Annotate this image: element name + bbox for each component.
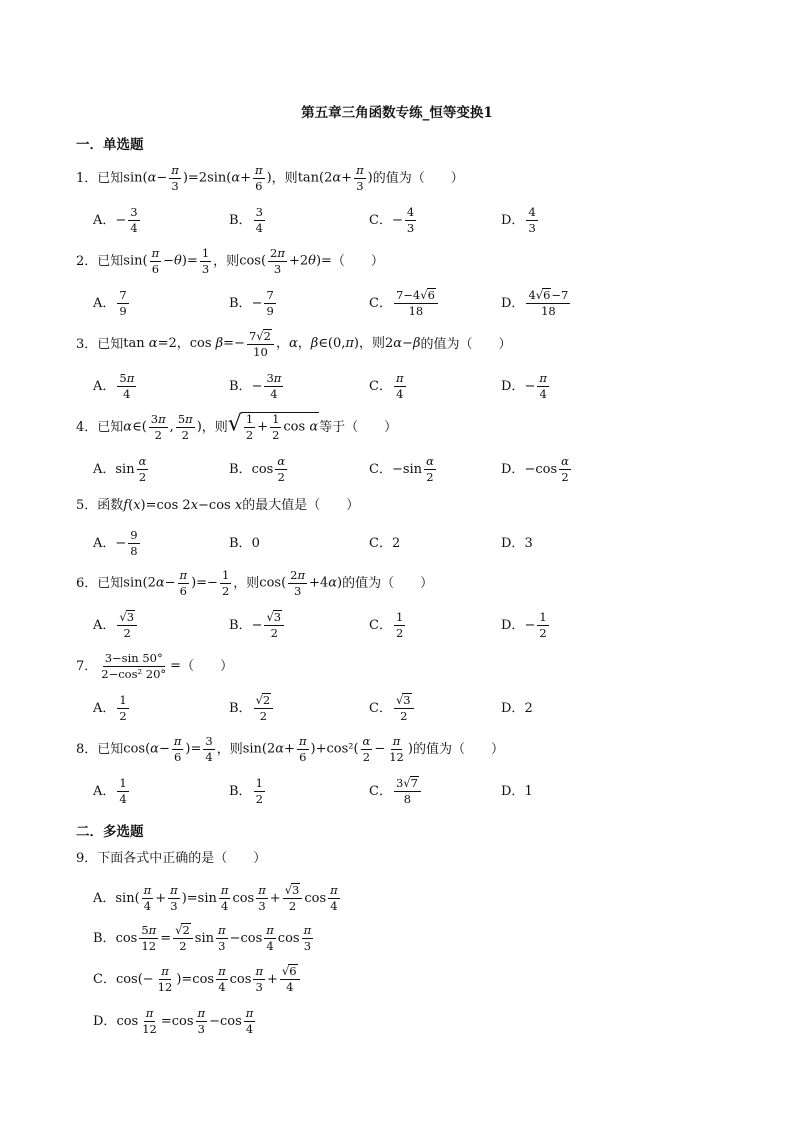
option-5a[interactable]: A． − 9 8 bbox=[93, 527, 138, 558]
option-3d[interactable]: D． − π 4 bbox=[501, 370, 547, 401]
option-2a[interactable]: A． 7 9 bbox=[93, 287, 127, 318]
formula: $\frac{3-\sin 50^\circ}{\text{2−cos² 20°}}$ = bbox=[101, 650, 182, 681]
question-9: 9．下面各式中正确的是（ ） bbox=[76, 851, 267, 866]
option-1b[interactable]: B． 3 4 bbox=[229, 204, 263, 235]
formula: √ $\frac{1}{2}$ + $\frac{1}{2}$ cos α bbox=[227, 412, 319, 442]
option-4c[interactable]: C． −sin α 2 bbox=[369, 453, 434, 484]
option-1c[interactable]: C． − 4 3 bbox=[369, 204, 415, 235]
option-8a[interactable]: A． 1 4 bbox=[93, 775, 127, 806]
option-5c[interactable]: C． 2 bbox=[369, 535, 401, 551]
option-8c[interactable]: C． 3√7 8 bbox=[369, 771, 423, 811]
option-5d[interactable]: D． 3 bbox=[501, 535, 533, 551]
formula: sin( $\frac{\pi}{6}$ −θ)= $\frac{1}{3}$ bbox=[123, 245, 210, 276]
formula: tan α=2，cos β=− $\frac{7√2}{10}$ ，α，β∈(0,π)，则2α−β bbox=[123, 329, 421, 359]
option-7b[interactable]: B． √2 2 bbox=[229, 688, 275, 728]
option-1d[interactable]: D． 4 3 bbox=[501, 204, 536, 235]
formula: tan(2α+ $\frac{\pi}{3}$ ) bbox=[297, 162, 373, 193]
option-4d[interactable]: D． −cos α 2 bbox=[501, 453, 569, 484]
formula: cos( $\frac{2\pi}{3}$ +4α) bbox=[259, 567, 343, 598]
option-9c[interactable]: C． cos(− π 12 )=cos π 4 cos π 3 + √6 4 bbox=[93, 959, 302, 999]
question-5: 5． 函数 f(x)=cos 2x−cos x 的最大值是（ ） bbox=[76, 497, 360, 513]
option-9d[interactable]: D． cos π 12 =cos π 3 −cos π 4 bbox=[93, 1005, 254, 1036]
option-3b[interactable]: B． − 3π 4 bbox=[229, 370, 282, 401]
option-2c[interactable]: C． 7−4√6 18 bbox=[369, 283, 440, 323]
section-heading-single-choice: 一．单选题 bbox=[76, 137, 144, 153]
option-1a[interactable]: A． − 3 4 bbox=[93, 204, 138, 235]
formula: sin(2α− $\frac{\pi}{6}$ )=− $\frac{1}{2}$ bbox=[123, 567, 230, 598]
option-7d[interactable]: D． 2 bbox=[501, 700, 533, 716]
formula: α∈( $\frac{3\pi}{2}$ , $\frac{5\pi}{2}$ ) bbox=[123, 411, 202, 442]
option-6c[interactable]: C． 1 2 bbox=[369, 609, 404, 640]
option-7a[interactable]: A． 1 2 bbox=[93, 692, 127, 723]
formula: cos(α− $\frac{\pi}{6}$ )= $\frac{3}{4}$ bbox=[123, 733, 213, 764]
formula: cos( $\frac{2\pi}{3}$ +2θ)= bbox=[239, 245, 332, 276]
option-3a[interactable]: A． 5π 4 bbox=[93, 370, 135, 401]
question-1: 1． 已知 sin(α− $\frac{\pi}{3}$ )=2sin(α+ $\frac{\pi}{6}$ ) ，则 tan(2α+ $\frac{\pi}{3}$ ) 的值为（ ） bbox=[76, 162, 464, 193]
section-heading-multi-choice: 二．多选题 bbox=[76, 824, 144, 840]
question-3: 3． 已知 tan α=2，cos β=− $\frac{7√2}{10}$ ，α，β∈(0,π)，则2α−β 的值为（ ） bbox=[76, 329, 512, 359]
option-3c[interactable]: C． π 4 bbox=[369, 370, 404, 401]
option-6a[interactable]: A． √3 2 bbox=[93, 605, 139, 645]
formula: f(x)=cos 2x−cos x bbox=[123, 497, 243, 513]
option-5b[interactable]: B． 0 bbox=[229, 535, 260, 551]
question-2: 2． 已知 sin( $\frac{\pi}{6}$ −θ)= $\frac{1}{3}$ ，则 cos( $\frac{2\pi}{3}$ +2θ)= （ ） bbox=[76, 245, 384, 276]
question-4: 4． 已知 α∈( $\frac{3\pi}{2}$ , $\frac{5\pi}{2}$ ) ，则 √ $\frac{1}{2}$ + $\frac{1}{2}$ cos α 等于（ ） bbox=[76, 411, 398, 442]
page-title: 第五章三角函数专练_恒等变换1 bbox=[301, 105, 493, 121]
option-2b[interactable]: B． − 7 9 bbox=[229, 287, 274, 318]
question-8: 8． 已知 cos(α− $\frac{\pi}{6}$ )= $\frac{3}{4}$ ，则 sin(2α+ $\frac{\pi}{6}$ )+cos²( $\frac{\alpha}{2}$ − $\frac{\pi}{12}$ ) 的值为（ ） bbox=[76, 733, 504, 764]
question-6: 6． 已知 sin(2α− $\frac{\pi}{6}$ )=− $\frac{1}{2}$ ，则 cos( $\frac{2\pi}{3}$ +4α) 的值为（ ） bbox=[76, 567, 434, 598]
option-6d[interactable]: D． − 1 2 bbox=[501, 609, 547, 640]
option-4a[interactable]: A． sin α 2 bbox=[93, 453, 147, 484]
option-8b[interactable]: B． 1 2 bbox=[229, 775, 263, 806]
option-8d[interactable]: D． 1 bbox=[501, 783, 533, 799]
formula: sin(α− $\frac{\pi}{3}$ )=2sin(α+ $\frac{\pi}{6}$ ) bbox=[123, 162, 272, 193]
option-6b[interactable]: B． − √3 2 bbox=[229, 605, 286, 645]
option-9a[interactable]: A． sin( π 4 + π 3 )=sin π 4 cos π 3 + √3 2 cos π 4 bbox=[93, 882, 338, 913]
option-2d[interactable]: D． 4√6−7 18 bbox=[501, 288, 569, 318]
formula: sin(2α+ $\frac{\pi}{6}$ )+cos²( $\frac{\alpha}{2}$ − $\frac{\pi}{12}$ ) bbox=[242, 733, 413, 764]
option-9b[interactable]: B． cos 5π 12 = √2 2 sin π 3 −cos π 4 cos π 3 bbox=[93, 922, 312, 953]
option-4b[interactable]: B． cos α 2 bbox=[229, 453, 286, 484]
question-7: 7． $\frac{3-\sin 50^\circ}{\text{2−cos² 20°}}$ = （ ） bbox=[76, 650, 234, 681]
option-7c[interactable]: C． √3 2 bbox=[369, 688, 416, 728]
